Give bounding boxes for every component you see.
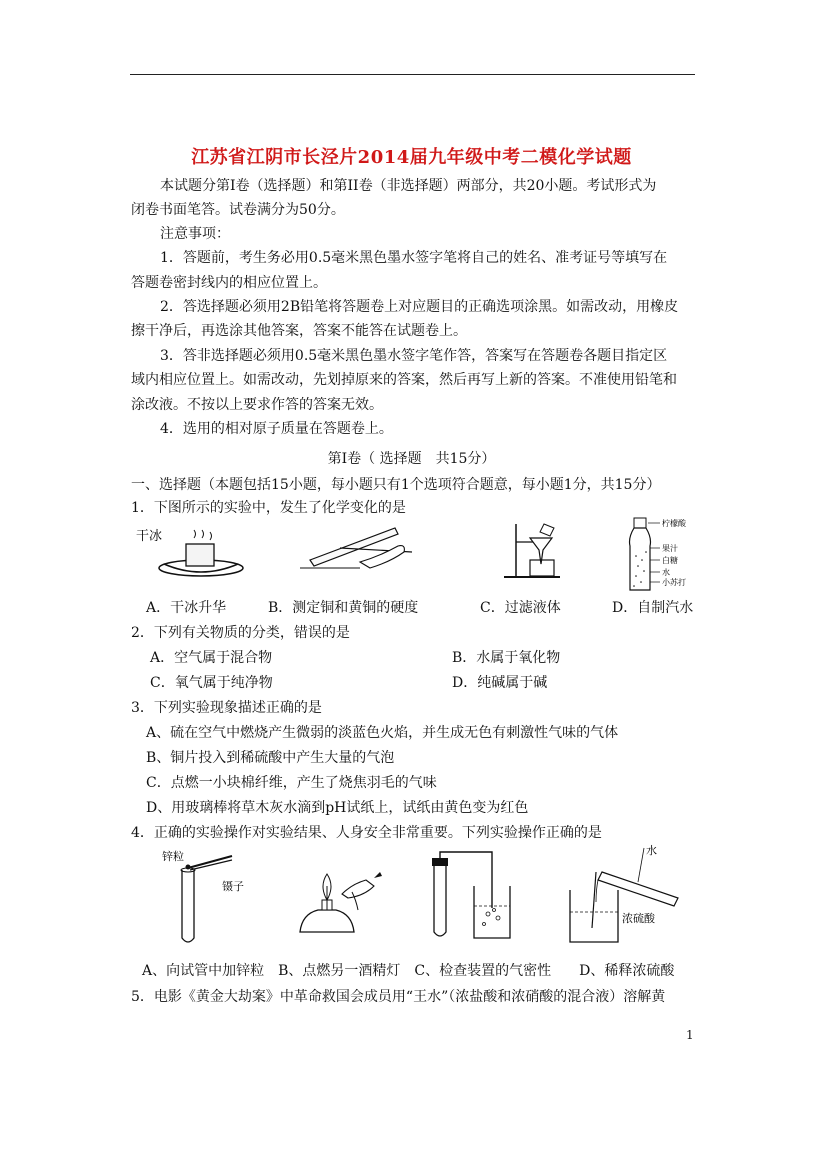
dry-ice-figure (136, 520, 246, 580)
q3-option-c: C．点燃一小块棉纤维，产生了烧焦羽毛的气味 (146, 775, 437, 791)
q2-option-a: A．空气属于混合物 (150, 650, 273, 666)
part-heading: 一、选择题（本题包括15小题，每小题只有1个选项符合题意，每小题1分，共15分） (131, 477, 661, 493)
q1-option-b: B．测定铜和黄铜的硬度 (268, 600, 419, 616)
header-rule (130, 74, 695, 75)
dilute-acid-figure (562, 842, 702, 948)
alcohol-lamp-figure (296, 848, 386, 948)
page-number: 1 (686, 1028, 694, 1042)
dry-ice-label: 干冰 (136, 529, 163, 544)
water-label: 水 (646, 844, 657, 857)
intro-line-2: 闭卷书面笔答。试卷满分为50分。 (131, 202, 345, 218)
sugar-label: 白糖 (662, 556, 678, 565)
q3-option-d: D、用玻璃棒将草木灰水滴到pH试纸上，试纸由黄色变为红色 (146, 800, 529, 816)
water-label: 水 (662, 568, 670, 577)
q3-option-a: A、硫在空气中燃烧产生微弱的淡蓝色火焰，并生成无色有刺激性气味的气体 (146, 725, 619, 741)
note-3a: 3．答非选择题必须用0.5毫米黑色墨水签字笔作答，答案写在答题卷各题目指定区 (160, 348, 668, 364)
q2-option-c: C．氧气属于纯净物 (150, 675, 273, 691)
q2-stem: 2．下列有关物质的分类，错误的是 (131, 625, 350, 641)
soda-label: 小苏打 (662, 578, 686, 587)
page-title: 江苏省江阴市长泾片2014届九年级中考二模化学试题 (191, 147, 632, 168)
juice-label: 果汁 (662, 544, 678, 553)
airtightness-figure (424, 848, 524, 948)
q2-option-b: B．水属于氧化物 (452, 650, 561, 666)
section-heading: 第Ⅰ卷（ 选择题 共15分） (327, 451, 496, 467)
q3-option-b: B、铜片投入到稀硫酸中产生大量的气泡 (146, 750, 395, 766)
note-3b: 域内相应位置上。如需改动，先划掉原来的答案，然后再写上新的答案。不准使用铅笔和 (131, 372, 677, 388)
note-1b: 答题卷密封线内的相应位置上。 (131, 275, 327, 291)
note-3c: 涂改液。不按以上要求作答的答案无效。 (131, 397, 383, 413)
soda-bottle-figure (626, 516, 716, 596)
q1-option-a: A．干冰升华 (146, 600, 227, 616)
zinc-label: 锌粒 (162, 850, 184, 863)
acid-label: 浓硫酸 (622, 912, 655, 925)
note-2b: 擦干净后，再选涂其他答案，答案不能答在试题卷上。 (131, 323, 467, 339)
q3-stem: 3．下列实验现象描述正确的是 (131, 700, 322, 716)
q1-stem: 1．下图所示的实验中，发生了化学变化的是 (131, 500, 406, 516)
q1-option-c: C．过滤液体 (480, 600, 561, 616)
lemon-acid-label: 柠檬酸 (662, 519, 686, 528)
note-1a: 1．答题前，考生务必用0.5毫米黑色墨水签字笔将自己的姓名、准考证号等填写在 (160, 250, 668, 266)
q4-options: A、向试管中加锌粒 B、点燃另一酒精灯 C、检查装置的气密性 D、稀释浓硫酸 (142, 963, 675, 979)
q1-option-d: D．自制汽水 (612, 600, 694, 616)
hardness-test-figure (300, 522, 420, 572)
tweezers-label: 镊子 (222, 880, 244, 893)
note-4: 4．选用的相对原子质量在答题卷上。 (160, 421, 393, 437)
intro-line-1: 本试题分第I卷（选择题）和第II卷（非选择题）两部分，共20小题。考试形式为 (160, 178, 657, 194)
q4-stem: 4．正确的实验操作对实验结果、人身安全非常重要。下列实验操作正确的是 (131, 825, 602, 841)
q2-option-d: D．纯碱属于碱 (452, 675, 548, 691)
note-2a: 2．答选择题必须用2B铅笔将答题卷上对应题目的正确选项涂黑。如需改动，用橡皮 (160, 299, 679, 315)
q5-stem: 5．电影《黄金大劫案》中革命救国会成员用“王水”（浓盐酸和浓硝酸的混合液）溶解黄 (131, 989, 666, 1005)
filtration-figure (500, 520, 570, 580)
zinc-tube-figure (160, 848, 260, 948)
notes-heading: 注意事项： (160, 226, 230, 242)
